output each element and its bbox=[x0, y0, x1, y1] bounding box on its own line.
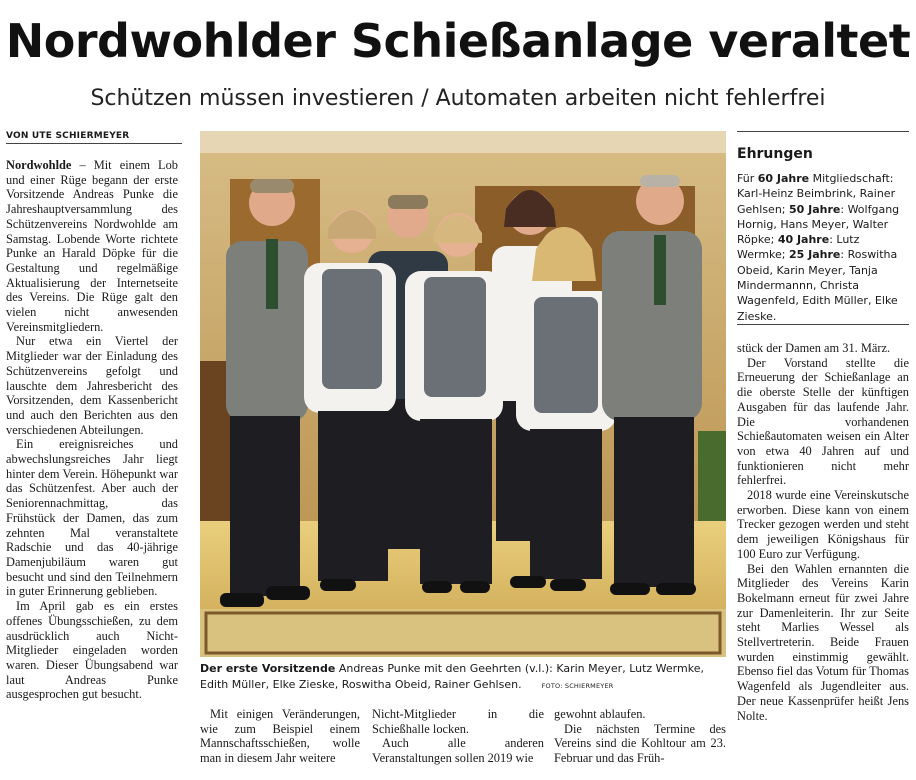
author-byline: VON UTE SCHIERMEYER bbox=[6, 131, 182, 144]
paragraph: Nordwohlde – Mit einem Lob und einer Rüge begann der erste Vorsitzende Andreas Punke die Jahreshauptversammlung des Schützenvereins Nordwohlde am Samstag. Lobende Worte richtete Punke an Harald Döpke für die Gestaltung und regelmäßige Aktualisierung der Internetseite des Vereins. Die Rüge galt den vielen nicht anwesenden Vereinsmitgliedern. bbox=[6, 158, 178, 334]
article-column-5 bbox=[737, 341, 909, 723]
paragraph: Die nächsten Termine des Vereins sind die Kohltour am 23. Februar und das Früh- bbox=[554, 721, 726, 766]
paragraph: gewohnt ablaufen. bbox=[554, 707, 646, 721]
paragraph: Ein ereignisreiches und abwechslungsreiches Jahr liegt hinter dem Verein. Höhepunkt war das Schützenfest. Aber auch der Seniorennachmittag, das Frühstück der Damen, das zum zehnten Mal veranstaltete Radschie und das 40-jährige Damenjubiläum waren gut besucht und sind den Teilnehmern in guter Erinnerung geblieben. bbox=[6, 437, 178, 599]
ehrungen-text: Für 60 Jahre Mitgliedschaft: Karl-Heinz Beimbrink, Rainer Gehlsen; 50 Jahre: Wolfgang Hornig, Hans Meyer, Walter Röpke; 40 Jahre: Lutz Wermke; 25 Jahre: Roswitha Obeid, Karin Meyer, Tanja Mindermannn, Christa Wagenfeld, Edith Müller, Elke Zieske. bbox=[737, 172, 900, 323]
ehrungen-title: Ehrungen bbox=[737, 146, 813, 162]
person-7 bbox=[602, 175, 702, 595]
subheadline: Schützen müssen investieren / Automaten arbeiten nicht fehlerfrei bbox=[90, 86, 826, 111]
paragraph: Auch alle anderen Veranstaltungen sollen 2019 wie bbox=[372, 736, 544, 766]
group-photo-illustration bbox=[200, 131, 726, 657]
caption-text: Andreas Punke mit den Geehrten (v.l.): Karin Meyer, Lutz Wermke, Edith Müller, Elke Zieske, Roswitha Obeid, Rainer Gehlsen. bbox=[200, 662, 704, 691]
paragraph: Bei den Wahlen ernannten die Mitglieder des Vereins Karin Bokelmann erneut für zwei Jahre zur Damenleiterin. Ihr zur Seite steht Marlies Wessel als Stellvertreterin. Beide Frauen wurden einstimmig gewählt. Ebenso fiel das Votum für Thomas Wagenfeld als Jugendleiter aus. Der neue Kassenprüfer heißt Jens Nolte. bbox=[737, 561, 909, 723]
paragraph: Im April gab es ein erstes offenes Übungsschießen, zu dem ausdrücklich auch Nicht-Mitglieder eingeladen worden waren. Dieser Übungsabend war laut Andreas Punke ausgesprochen gut besucht. bbox=[6, 599, 178, 702]
ehrungen-box bbox=[737, 131, 909, 325]
article-column-2 bbox=[200, 707, 360, 766]
photo-caption bbox=[200, 661, 726, 694]
caption-lead: Der erste Vorsitzende bbox=[200, 662, 336, 675]
article-column-1 bbox=[6, 158, 178, 702]
dateline: Nordwohlde bbox=[6, 158, 72, 172]
paragraph: Der Vorstand stellte die Erneuerung der Schießanlage an die oberste Stelle der künftigen Ausgaben für das laufende Jahr. Die vorhandenen Schießautomaten weisen ein Alter von etwa 40 Jahren auf und funktionieren nicht mehr fehlerfrei. bbox=[737, 355, 909, 488]
article-column-4 bbox=[554, 707, 726, 766]
headline: Nordwohlder Schießanlage veraltet bbox=[5, 14, 911, 68]
paragraph: Nicht-Mitglieder in die Schießhalle locken. bbox=[372, 707, 544, 736]
paragraph: 2018 wurde eine Vereinskutsche erworben. Diese kann von einem Trecker gezogen werden und steht dem jeweiligen Königshaus für 100 Euro zur Verfügung. bbox=[737, 488, 909, 561]
group-photo bbox=[200, 131, 726, 657]
paragraph: Mit einigen Veränderungen, wie zum Beispiel einem Mannschaftsschießen, wolle man in diesem Jahr weitere bbox=[200, 707, 360, 766]
paragraph: Nur etwa ein Viertel der Mitglieder war der Einladung des Schützenvereins gefolgt und lauschte dem Jahresbericht des Vorsitzenden, dem Kassenbericht und auch den Berichten aus den verschiedenen Abteilungen. bbox=[6, 334, 178, 437]
photo-credit: FOTO: SCHIERMEYER bbox=[541, 682, 614, 690]
article-column-3 bbox=[372, 707, 544, 766]
paragraph: stück der Damen am 31. März. bbox=[737, 341, 891, 355]
